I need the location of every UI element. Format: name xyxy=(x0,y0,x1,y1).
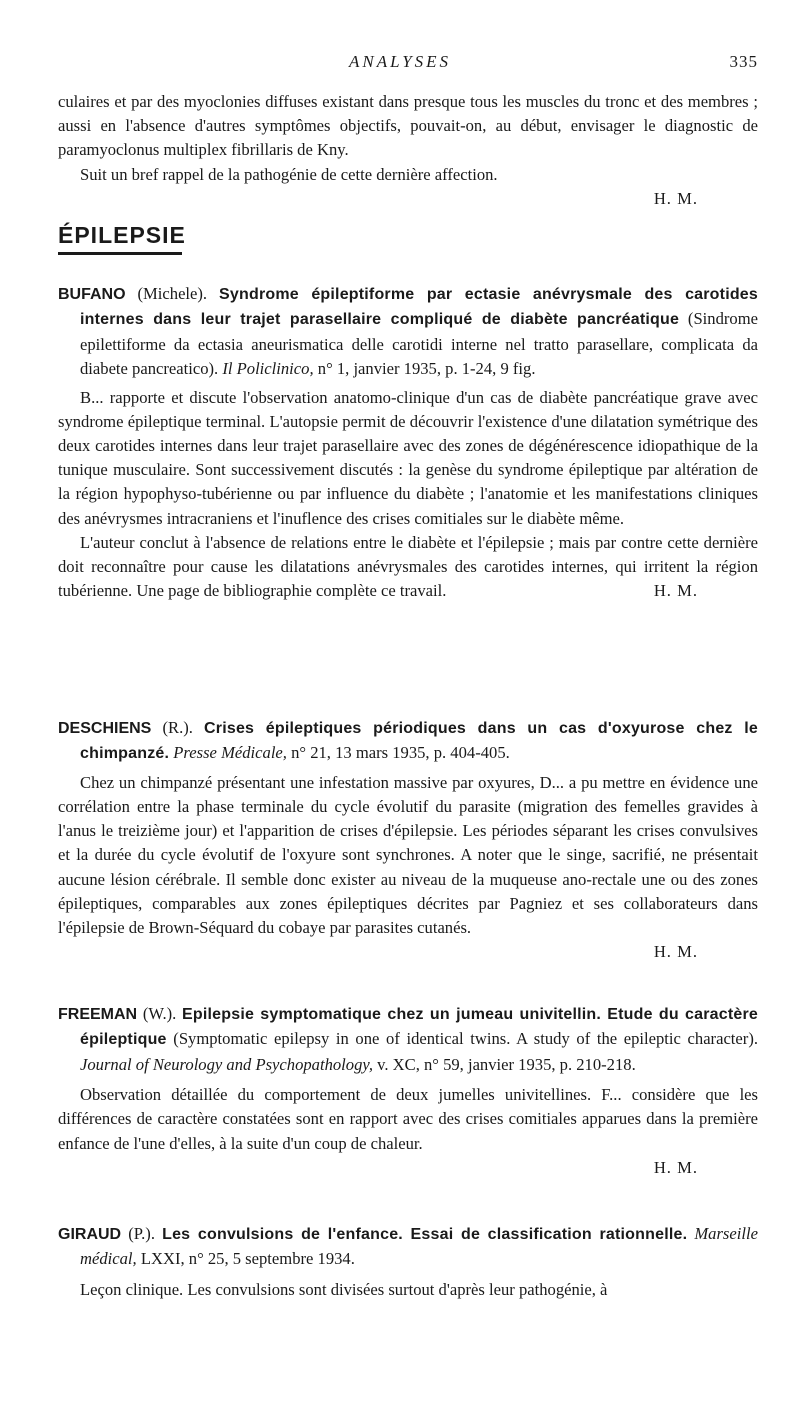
entry-giraud xyxy=(58,1222,758,1302)
entry-paragraph: L'auteur conclut à l'absence de relations entre le diabète et l'épilepsie ; mais par contre cette dernière doit reconnaître pour cause les dilatations anévrysmales des carotides internes, qui irritent la région tubérienne. Une page de bibliographie complète ce travail. xyxy=(58,532,758,601)
entry-author-suffix: (Michele). xyxy=(137,284,208,303)
entry-journal: Journal of Neurology and Psychopathology, xyxy=(80,1054,373,1074)
intro-paragraph: culaires et par des myoclonies diffuses existant dans presque tous les muscles du tronc et des membres ; aussi en l'absence d'autres symptômes objectifs, pouvait-on, au début, envisager le diagnostic de paramyoclonus multiplex fibrillaris de Kny. xyxy=(58,92,758,160)
entry-reference: n° 1, janvier 1935, p. 1-24, 9 fig. xyxy=(317,359,536,379)
entry-original-title: (Symptomatic epilepsy in one of identical twins. A study of the epileptic character). xyxy=(173,1029,758,1049)
entry-title: Crises épileptiques périodiques dans un cas d'oxyurose chez le chimpanzé. xyxy=(80,720,758,763)
page-number: 335 xyxy=(729,52,758,71)
entry-title: Syndrome épileptiforme par ectasie anévrysmale des carotides internes dans leur trajet parasellaire compliqué de diabète pancréatique xyxy=(80,286,759,329)
entry-paragraph: B... rapporte et discute l'observation anatomo-clinique d'un cas de diabète pancréatique grave avec syndrome épileptique terminal. L'autopsie permit de découvrir l'existence d'une dilatation symétrique des deux carotides internes dans leur trajet parasellaire avec des zones de dégénérescence idiopathique de la tunique musculaire. Sont successivement discutés : la genèse du syndrome épileptique par altération de la région hypophyso-tubérienne ou par influence du diabète ; l'anatomie et les manifestations cliniques des anévrysmes intracraniens et l'inuflence des crises comitiales sur le diabète même. xyxy=(58,387,758,528)
entry-paragraph: Chez un chimpanzé présentant une infestation massive par oxyures, D... a pu mettre en évidence une corrélation entre la phase terminale du cycle évolutif du parasite (migration des femelles gravides à l'anus le treizième jour) et l'apparition de crises d'épilepsie. Les périodes séparant les crises convulsives et la durée du cycle évolutif de l'oxyure sont synchrones. A noter que le singe, sacrifié, ne présentait aucune lésion cérébrale. Il semble donc exister au niveau de la muqueuse ano-rectale une ou des zones épileptiques, comparables aux zones épileptiques décrites par Pagniez et ses collaborateurs dans l'épilepsie de Brown-Séquard du cobaye par parasites cutanés. xyxy=(58,772,758,938)
entry-signature: H. M. xyxy=(653,942,698,962)
entry-freeman xyxy=(58,1002,758,1180)
entry-author-suffix: (P.). xyxy=(128,1224,155,1243)
entry-journal: Presse Médicale, xyxy=(173,743,287,763)
entry-original-title: (Sindrome epilettiforme da ectasia aneurismatica delle carotidi interne nel tratto parasellare, complicata da diabete pancreatico). xyxy=(80,309,758,379)
entry-journal: Marseille médical, xyxy=(80,1224,758,1269)
entry-heading xyxy=(58,1222,758,1272)
entry-reference: v. XC, n° 59, janvier 1935, p. 210-218. xyxy=(377,1054,636,1074)
entry-bufano xyxy=(58,282,758,603)
entry-journal: Il Policlinico, xyxy=(222,359,314,379)
entry-author: BUFANO xyxy=(58,286,126,303)
entry-reference: LXXI, n° 25, 5 septembre 1934. xyxy=(140,1249,355,1269)
entry-author: DESCHIENS xyxy=(58,720,152,737)
entry-author-suffix: (W.). xyxy=(142,1004,177,1023)
entry-signature: H. M. xyxy=(653,1157,698,1177)
entry-title: Epilepsie symptomatique chez un jumeau univitellin. Etude du caractère épileptique xyxy=(80,1006,759,1049)
intro-paragraph-2: Suit un bref rappel de la pathogénie de cette dernière affection. xyxy=(80,164,498,184)
intro-signature: H. M. xyxy=(653,188,698,208)
entry-author: GIRAUD xyxy=(58,1226,122,1243)
section-rule xyxy=(58,252,182,255)
entry-reference: n° 21, 13 mars 1935, p. 404-405. xyxy=(291,743,510,763)
entry-author: FREEMAN xyxy=(58,1006,138,1023)
running-head-title: ANALYSES xyxy=(348,52,452,71)
entry-heading xyxy=(58,1002,758,1077)
entry-deschiens xyxy=(58,716,758,964)
running-head xyxy=(0,52,800,76)
entry-heading xyxy=(58,282,758,382)
entry-heading xyxy=(58,716,758,767)
entry-paragraph: Observation détaillée du comportement de deux jumelles univitellines. F... considère que les différences de caractère constatées sont en rapport avec des crises comitiales apparues dans la première enfance de l'une d'elles, à la suite d'un coup de chaleur. xyxy=(58,1085,758,1153)
section-title: ÉPILEPSIE xyxy=(58,222,186,248)
intro-block xyxy=(58,90,758,211)
entry-author-suffix: (R.). xyxy=(162,718,193,737)
entry-paragraph: Leçon clinique. Les convulsions sont divisées surtout d'après leur pathogénie, à xyxy=(80,1279,608,1299)
entry-title: Les convulsions de l'enfance. Essai de classification rationnelle. xyxy=(162,1226,688,1243)
entry-signature: H. M. xyxy=(653,581,698,601)
